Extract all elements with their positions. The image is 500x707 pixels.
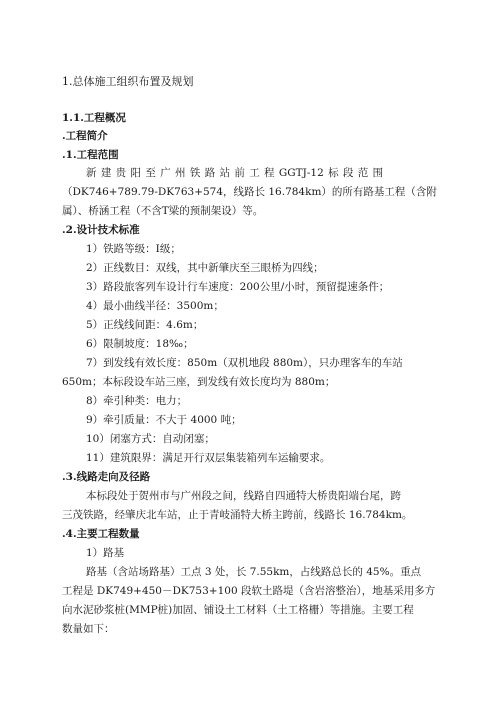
paragraph-line: 工程是 DK749+450－DK753+100 段软土路堤（含岩溶整治），地基采用多方 [62, 585, 436, 597]
list-item: 7）到发线有效长度：850m（双机地段 880m），只办理客车的车站 [86, 357, 403, 369]
paragraph-line: 属）、桥涵工程（不含T梁的预制架设）等。 [62, 205, 264, 217]
subsection-heading-route: .3.线路走向及径路 [62, 471, 151, 483]
list-item: 2）正线数目：双线，其中新肇庆至三眼桥为四线； [86, 262, 324, 274]
subsection-heading-quantities: .4.主要工程数量 [62, 528, 140, 540]
paragraph-line: 路基（含站场路基）工点 3 处，长 7.55km，占线路总长的 45%。重点 [86, 566, 422, 578]
paragraph-line: （DK746+789.79-DK763+574，线路长 16.784km）的所有路基工程（含附 [62, 186, 437, 198]
list-item: 9）牵引质量：不大于 4000 吨； [86, 414, 242, 426]
paragraph-line: 本标段处于贺州市与广州段之间，线路自四通特大桥贵阳端台尾，跨 [86, 490, 401, 502]
subsection-heading-scope: .1.工程范围 [62, 149, 119, 161]
list-item: 10）闭塞方式：自动闭塞； [86, 433, 215, 445]
paragraph-line: 向水泥砂浆桩(MMP桩)加固、铺设土工材料（土工格栅）等措施。主要工程 [62, 604, 414, 616]
section-heading-1-1: 1.1.工程概况 [62, 112, 126, 124]
list-item: 4）最小曲线半径：3500m； [86, 300, 224, 312]
paragraph-line: 新 建 贵 阳 至 广 州 铁 路 站 前 工 程 GGTJ-12 标 段 范 围 [86, 167, 384, 179]
list-item: 8）牵引种类：电力； [86, 395, 188, 407]
list-item: 5）正线线间距：4.6m； [86, 319, 204, 331]
list-item: 6）限制坡度：18‰； [86, 338, 194, 350]
document-title: 1.总体施工组织布置及规划 [62, 75, 194, 88]
list-item: 11）建筑限界：满足开行双层集装箱列车运输要求。 [86, 452, 331, 464]
list-item: 3）路段旅客列车设计行车速度：200公里/小时，预留提速条件； [86, 281, 390, 293]
list-item: 1）路基 [86, 547, 125, 559]
paragraph-line: 三茂铁路，经肇庆北车站，止于青岐涌特大桥主跨前，线路长 16.784km。 [62, 509, 413, 521]
subsection-heading-standards: .2.设计技术标准 [62, 224, 140, 236]
paragraph-line: 数量如下： [62, 623, 115, 635]
list-item-continuation: 650m；本标段设车站三座，到发线有效长度均为 880m； [62, 376, 336, 388]
list-item: 1）铁路等级：Ⅰ级； [86, 243, 181, 255]
subsection-heading-intro: .工程简介 [62, 130, 108, 142]
